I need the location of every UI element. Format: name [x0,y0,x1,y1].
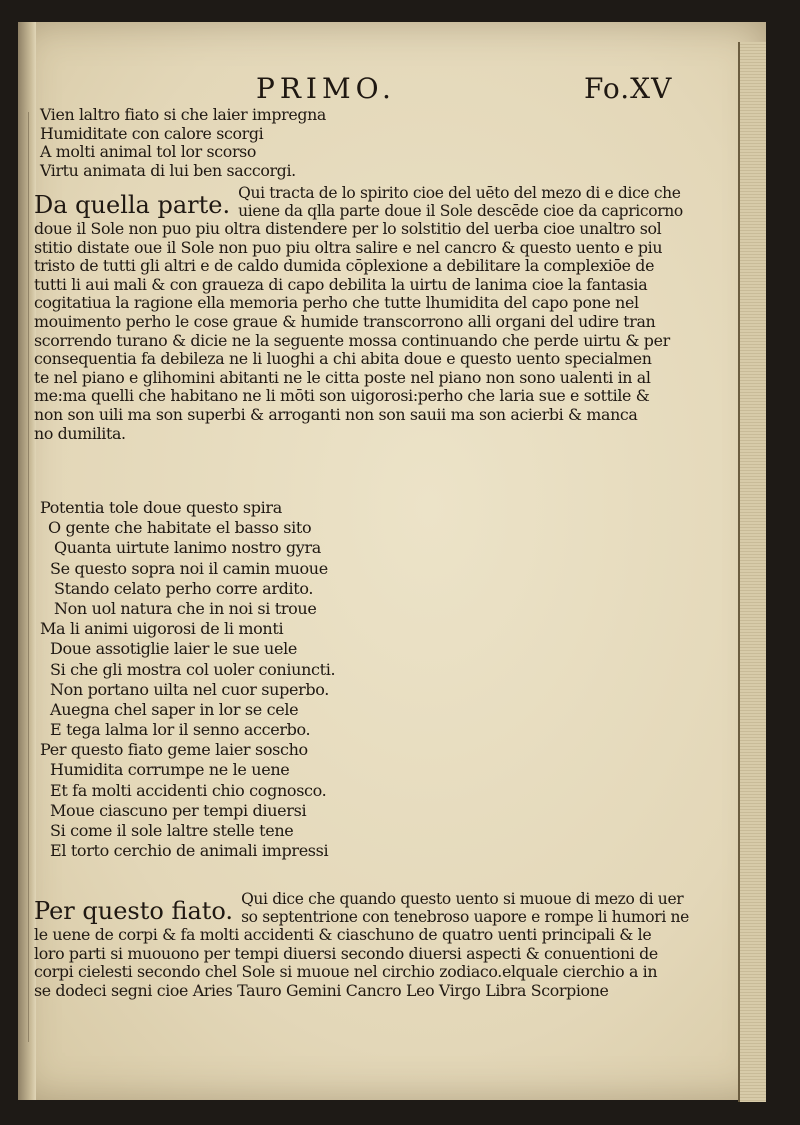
commentary-line: mouimento perho le cose graue & humide transcorrono alli organi del udire tran [34,311,656,331]
commentary-line: le uene de corpi & fa molti accidenti & ciaschuno de quatro uenti principali & le [34,925,652,944]
verse-line: Potentia tole doue questo spira [40,498,282,517]
commentary-line: Qui dice che quando questo uento si muoue di mezo di uer [241,890,684,908]
commentary-line: Qui tracta de lo spirito cioe del uēto del mezo di e dice che [238,184,681,202]
verse-line: Non portano uilta nel cuor superbo. [50,679,330,699]
book-page [18,22,766,1100]
commentary-line: doue il Sole non puo piu oltra distendere per lo solstitio del uerba cioe unaltro sol [34,219,662,238]
commentary-line: uiene da qlla parte doue il Sole descēde cioe da capricorno [238,202,683,220]
stanza-block [34,106,326,180]
commentary-line: so septentrione con tenebroso uapore e rompe li humori ne [241,908,689,926]
verse-line: Virtu animata di lui ben saccorgi. [40,160,296,180]
commentary-heading: Da quella parte. [34,191,231,219]
running-head: PRIMO. [256,72,396,105]
commentary-line: me:ma quelli che habitano ne li mōti son uigorosi:perho che laria sue e sottile & [34,386,650,406]
commentary-line: no dumilita. [34,423,126,443]
verse-line: Humidita corrumpe ne le uene [50,760,290,780]
verse-line: El torto cerchio de animali impressi [50,841,329,861]
verse-line: Moue ciascuno per tempi diuersi [50,800,307,820]
verse-line: Per questo fiato geme laier soscho [40,740,308,760]
verse-line: Se questo sopra noi il camin muoue [50,558,328,578]
commentary-line: te nel piano e glihomini abitanti ne le citta poste nel piano non sono ualenti in al [34,367,651,387]
margin-rule [28,112,29,1042]
verse-line: Et fa molti accidenti chio cognosco. [50,780,327,800]
commentary-line: tristo de tutti gli altri e de caldo dumida cōplexione a debilitare la complexiōe de [34,256,655,276]
verse-line: O gente che habitate el basso sito [48,518,312,538]
commentary-block [34,888,689,1000]
page-edge-stack [738,42,766,1102]
commentary-line: scorrendo turano & dicie ne la seguente mossa continuando che perde uirtu & per [34,330,670,350]
commentary-line: cogitatiua la ragione ella memoria perho che tutte lhumidita del capo pone nel [34,293,639,313]
verse-line: Stando celato perho corre ardito. [54,578,314,598]
commentary-heading-row [34,182,683,220]
verse-line: Si come il sole laltre stelle tene [50,821,294,840]
commentary-line: corpi cielesti secondo chel Sole si muoue nel circhio zodiaco.elquale cierchio a in [34,962,658,982]
verse-line: Non uol natura che in noi si troue [54,598,317,618]
verse-line: Si che gli mostra col uoler coniuncti. [50,659,336,679]
commentary-line: stitio distate oue il Sole non puo piu oltra salire e nel cancro & questo uento e piu [34,237,663,257]
commentary-heading: Per questo fiato. [34,897,234,925]
commentary-line: non son uili ma son superbi & arroganti non son sauii ma son acierbi & manca [34,404,638,424]
poem-block [34,498,335,861]
commentary-heading-row [34,888,689,926]
commentary-line: loro parti si muouono per tempi diuersi secondo diuersi aspecti & conuentioni de [34,943,658,963]
verse-line: Auegna chel saper in lor se cele [50,699,299,719]
commentary-line: consequentia fa debileza ne li luoghi a chi abita doue e questo uento specialmen [34,349,652,369]
verse-line: Doue assotiglie laier le sue uele [50,639,298,659]
verse-line: Ma li animi uigorosi de li monti [40,619,284,639]
verse-line: Quanta uirtute lanimo nostro gyra [54,538,321,558]
folio-number: Fo.XV [584,72,673,105]
verse-line: Humiditate con calore scorgi [40,123,264,143]
verse-line: A molti animal tol lor scorso [40,142,257,162]
commentary-line: se dodeci segni cioe Aries Tauro Gemini Cancro Leo Virgo Libra Scorpione [34,980,609,1000]
verse-line: E tega lalma lor il senno accerbo. [50,720,311,740]
verse-line: Vien laltro fiato si che laier impregna [40,105,326,124]
commentary-block [34,182,683,443]
commentary-line: tutti li aui mali & con graueza di capo debilita la uirtu de lanima cioe la fantasia [34,274,648,294]
